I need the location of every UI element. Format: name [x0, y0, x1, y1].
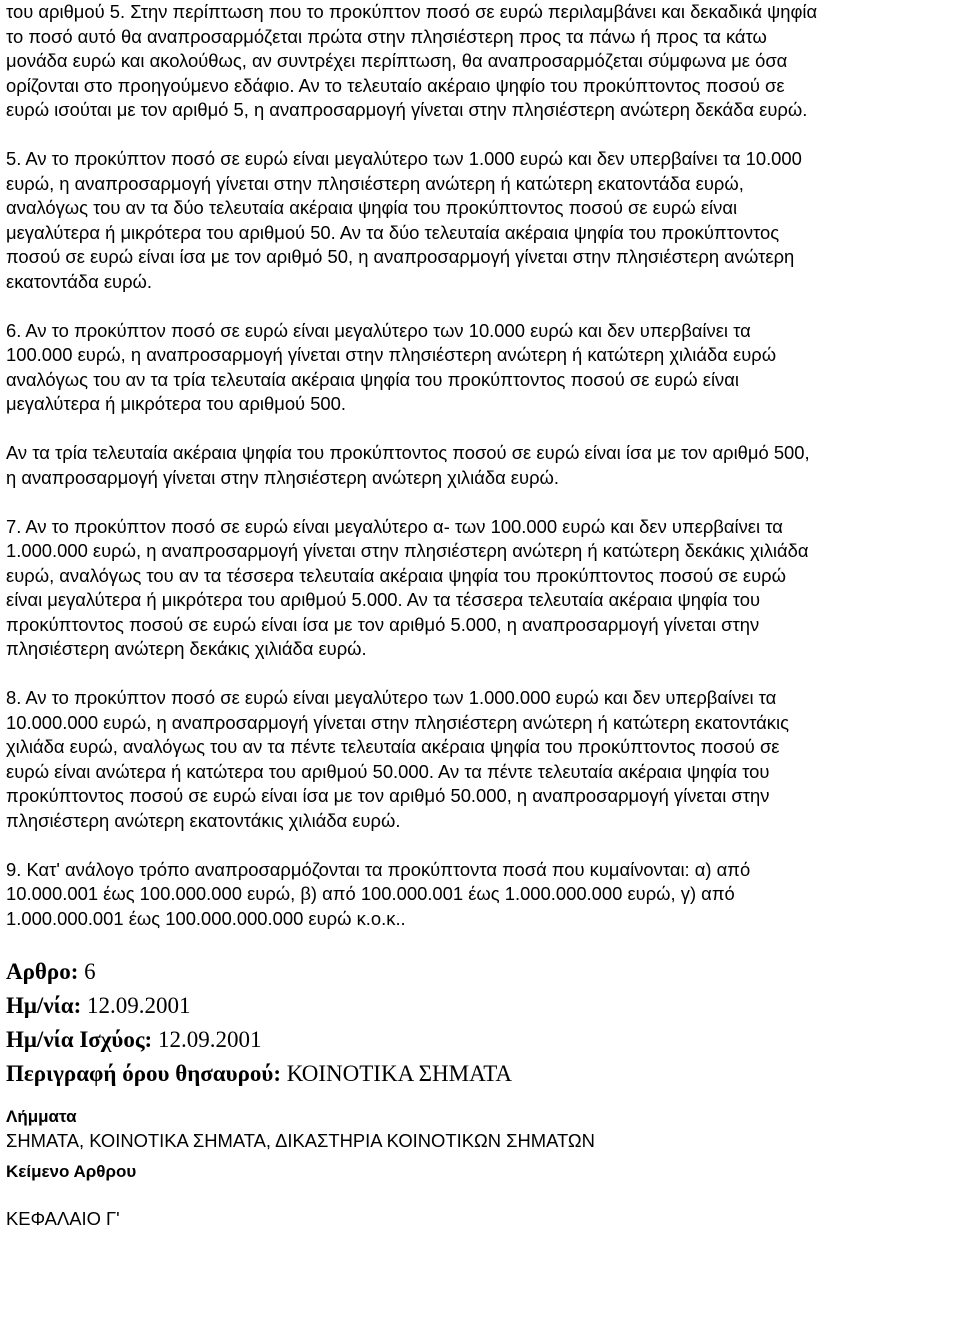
effective-date-value: 12.09.2001	[157, 1027, 262, 1052]
document-page	[6, 0, 956, 1231]
effective-date-label: Ημ/νία Ισχύος:	[6, 1027, 153, 1052]
paragraph-item-8: 8. Αν το προκύπτον ποσό σε ευρώ είναι μεγαλύτερο των 1.000.000 ευρώ και δεν υπερβαίνει τα 10.000.000 ευρώ, η αναπροσαρμογή γίνεται στην πλησιέστερη ανώτερη ή κατώτερη εκατοντάκις χιλιάδα ευρώ, αναλόγως του αν τα πέντε τελευταία ακέραια ψηφία του προκύπτοντος ποσού σε ευρώ είναι ανώτερα ή κατώτερα του αριθμού 50.000. Αν τα πέντε τελευταία ακέραια ψηφία του προκύπτοντος ποσού σε ευρώ είναι ίσα με τον αριθμό 50.000, η αναπροσαρμογή γίνεται στην πλησιέστερη ανώτερη εκατοντάκις χιλιάδα ευρώ.	[6, 687, 789, 831]
thesaurus-value: ΚΟΙΝΟΤΙΚΑ ΣΗΜΑΤΑ	[286, 1061, 513, 1086]
paragraph-item-5: 5. Αν το προκύπτον ποσό σε ευρώ είναι μεγαλύτερο των 1.000 ευρώ και δεν υπερβαίνει τα 10.000 ευρώ, η αναπροσαρμογή γίνεται στην πλησιέστερη ανώτερη ή κατώτερη εκατοντάδα ευρώ, αναλόγως του αν τα δύο τελευταία ακέραια ψηφία του προκύπτοντος ποσού σε ευρώ είναι μεγαλύτερα ή μικρότερα του αριθμού 50. Αν τα δύο τελευταία ακέραια ψηφία του προκύπτοντος ποσού σε ευρώ είναι ίσα με τον αριθμό 50, η αναπροσαρμογή γίνεται στην πλησιέστερη ανώτερη εκατοντάδα ευρώ.	[6, 148, 802, 292]
date-line	[6, 992, 956, 1020]
effective-date-line	[6, 1026, 956, 1054]
lemmas-heading: Λήμματα	[6, 1107, 77, 1126]
thesaurus-label: Περιγραφή όρου θησαυρού:	[6, 1061, 281, 1086]
paragraph-item-6: 6. Αν το προκύπτον ποσό σε ευρώ είναι μεγαλύτερο των 10.000 ευρώ και δεν υπερβαίνει τα 100.000 ευρώ, η αναπροσαρμογή γίνεται στην πλησιέστερη ανώτερη ή κατώτερη χιλιάδα ευρώ αναλόγως του αν τα τρία τελευταία ακέραια ψηφία του προκύπτοντος ποσού σε ευρώ είναι μεγαλύτερα ή μικρότερα του αριθμού 500.	[6, 319, 777, 414]
paragraph-rounding-rule-cont: του αριθμού 5. Στην περίπτωση που το προκύπτον ποσό σε ευρώ περιλαμβάνει και δεκαδικά ψηφία το ποσό αυτό θα αναπροσαρμόζεται πρώτα στην πλησιέστερη προς τα πάνω ή προς τα κάτω μονάδα ευρώ και ακολούθως, αν συντρέχει περίπτωση, θα αναπροσαρμόζεται σύμφωνα με όσα ορίζονται στο προηγούμενο εδάφιο. Αν το τελευταίο ακέραιο ψηφίο του προκύπτοντος ποσού σε ευρώ ισούται με τον αριθμό 5, η αναπροσαρμογή γίνεται στην πλησιέστερη ανώτερη δεκάδα ευρώ.	[6, 1, 818, 120]
date-label: Ημ/νία:	[6, 993, 82, 1018]
paragraph-item-9: 9. Κατ' ανάλογο τρόπο αναπροσαρμόζονται τα προκύπτοντα ποσά που κυμαίνονται: α) από 10.000.001 έως 100.000.000 ευρώ, β) από 100.000.001 έως 1.000.000.000 ευρώ, γ) από 1.000.000.001 έως 100.000.000.000 ευρώ κ.ο.κ..	[6, 858, 751, 929]
paragraph-item-7: 7. Αν το προκύπτον ποσό σε ευρώ είναι μεγαλύτερο α- των 100.000 ευρώ και δεν υπερβαίνει τα 1.000.000 ευρώ, η αναπροσαρμογή γίνεται στην πλησιέστερη ανώτερη ή κατώτερη δεκάκις χιλιάδα ευρώ, αναλόγως του αν τα τέσσερα τελευταία ακέραια ψηφία του προκύπτοντος ποσού σε ευρώ είναι μεγαλύτερα ή μικρότερα του αριθμού 5.000. Αν τα τέσσερα τελευταία ακέραια ψηφία του προκύπτοντος ποσού σε ευρώ είναι ίσα με τον αριθμό 5.000, η αναπροσαρμογή γίνεται στην πλησιέστερη ανώτερη δεκάκις χιλιάδα ευρώ.	[6, 515, 809, 659]
article-text-heading: Κείμενο Αρθρου	[6, 1161, 137, 1181]
thesaurus-line	[6, 1060, 956, 1088]
article-number: 6	[84, 959, 96, 984]
date-value: 12.09.2001	[86, 993, 191, 1018]
paragraph-item-6-cont: Αν τα τρία τελευταία ακέραια ψηφία του προκύπτοντος ποσού σε ευρώ είναι ίσα με τον αριθμό 500, η αναπροσαρμογή γίνεται στην πλησιέστερη ανώτερη χιλιάδα ευρώ.	[6, 442, 810, 488]
article-label: Αρθρο:	[6, 959, 79, 984]
chapter-title: ΚΕΦΑΛΑΙΟ Γ'	[6, 1207, 120, 1229]
article-number-line	[6, 958, 956, 986]
lemmas-text: ΣΗΜΑΤΑ, ΚΟΙΝΟΤΙΚΑ ΣΗΜΑΤΑ, ΔΙΚΑΣΤΗΡΙΑ ΚΟΙΝΟΤΙΚΩΝ ΣΗΜΑΤΩΝ	[6, 1130, 595, 1151]
